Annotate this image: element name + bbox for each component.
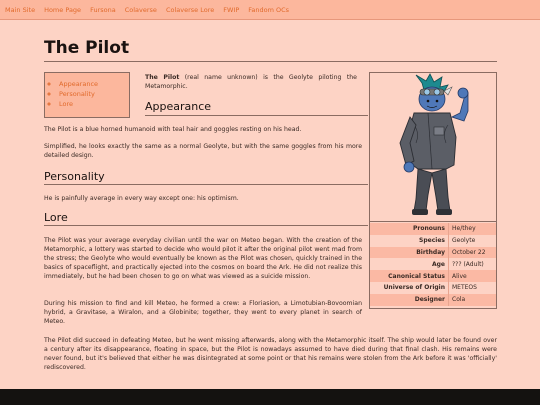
table-of-contents [44, 72, 130, 118]
infobox-label: Universe of Origin [370, 282, 449, 294]
nav-colaverse-lore[interactable]: Colaverse Lore [165, 5, 215, 14]
toc-personality[interactable]: ◦ Personality [59, 89, 129, 99]
infobox-value: He/they [449, 223, 497, 235]
bottom-bar [0, 389, 540, 405]
character-portrait [370, 73, 496, 222]
infobox-row [370, 247, 496, 259]
lore-paragraph-1: The Pilot was your average everyday civilian until the war on Meteo began. With the creation of the Metamorphic, a lottery was started to decide who would pilot it after the original pilot went mad from the stress; the Geolyte who would eventually be known as the Pilot was chosen, quickly trained in the basics of spaceflight, and practically ejected into the cosmos on board the Ark. He did not realize this immediately, but he had been chosen to go on what was viewed as a suicide mission. [44, 237, 362, 280]
heading-appearance: Appearance [145, 100, 212, 113]
nav-home-page[interactable]: Home Page [44, 5, 82, 14]
infobox-row [370, 235, 496, 247]
infobox-value: ??? (Adult) [449, 258, 497, 270]
infobox-label: Species [370, 235, 449, 247]
infobox-row [370, 223, 496, 235]
top-navigation [0, 0, 540, 20]
lore-divider [44, 225, 368, 226]
pilot-illustration [370, 73, 496, 221]
title-divider [44, 61, 497, 62]
intro-name: The Pilot [145, 74, 180, 81]
appearance-paragraph-1: The Pilot is a blue horned humanoid with teal hair and goggles resting on his head. [44, 126, 302, 133]
infobox-value: Alive [449, 270, 497, 282]
infobox-value: METEOS [449, 282, 497, 294]
infobox-row [370, 270, 496, 282]
infobox-value: October 22 [449, 247, 497, 259]
lore-paragraph-3: The Pilot did succeed in defeating Meteo, but he went missing afterwards, along with the Metamorphic itself. The ship would later be found over a century after its disappearance, floating in space, but the Pilot is nowadays assumed to have died during that final clash. His remains were never found, but it's believed that either he was disintegrated at some point or that his remains were stolen from the Ark before it was 'officially' rediscovered. [44, 337, 497, 371]
heading-lore: Lore [44, 211, 68, 224]
appearance-paragraph-2: Simplified, he looks exactly the same as a normal Geolyte, but with the same goggles from his more detailed design. [44, 143, 362, 159]
character-infobox [369, 72, 497, 309]
infobox-row [370, 294, 496, 306]
toc-appearance[interactable]: ◦ Appearance [59, 79, 129, 89]
personality-paragraph: He is painfully average in every way except one: his optimism. [44, 195, 239, 202]
personality-divider [44, 184, 368, 185]
nav-fandom-ocs[interactable]: Fandom OCs [248, 5, 290, 14]
toc-lore[interactable]: ◦ Lore [59, 99, 129, 109]
infobox-label: Age [370, 258, 449, 270]
infobox-value: Cola [449, 294, 497, 306]
heading-personality: Personality [44, 170, 105, 183]
nav-fwip[interactable]: FWIP [223, 5, 240, 14]
infobox-label: Birthday [370, 247, 449, 259]
intro-paragraph [145, 73, 357, 91]
nav-fursona[interactable]: Fursona [90, 5, 116, 14]
page-title: The Pilot [44, 38, 130, 58]
infobox-label: Canonical Status [370, 270, 449, 282]
infobox-value: Geolyte [449, 235, 497, 247]
infobox-table [370, 223, 496, 306]
nav-main-site[interactable]: Main Site [5, 5, 36, 14]
appearance-divider [145, 115, 368, 116]
infobox-row [370, 258, 496, 270]
lore-paragraph-2: During his mission to find and kill Meteo, he formed a crew: a Floriasion, a Limotubian-Bovoomian hybrid, a Gravitase, a Wiralon, and a Globinite; together, they went to every planet in search of Meteo. [44, 300, 362, 325]
infobox-row [370, 282, 496, 294]
infobox-label: Pronouns [370, 223, 449, 235]
nav-colaverse[interactable]: Colaverse [124, 5, 157, 14]
intro-text: (real name unknown) is the Geolyte piloting the Metamorphic. [145, 74, 357, 90]
infobox-label: Designer [370, 294, 449, 306]
